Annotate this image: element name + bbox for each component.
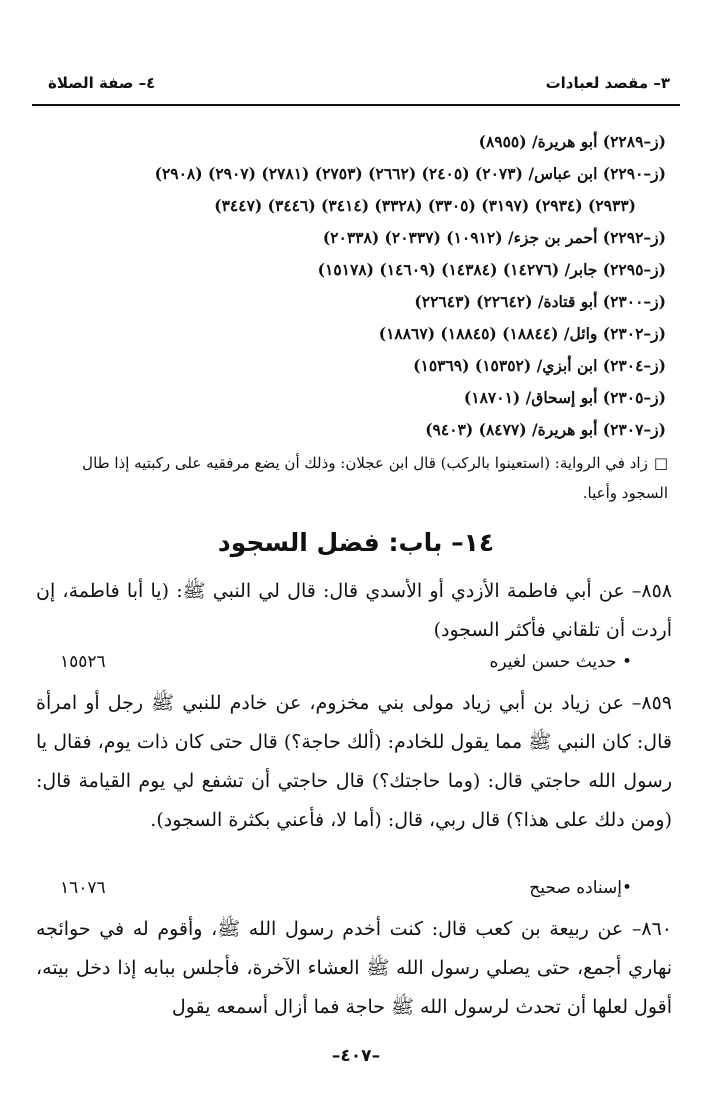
hadith-860: ٨٦٠– عن ربيعة بن كعب قال: كنت أخدم رسول الله ﷺ، وأقوم له في حوائجه نهاري أجمع، حتى يصلي رسول الله ﷺ العشاء الآخرة، فأجلس ببابه إذا دخل بيته، أقول لعلها أن تحدث لرسول الله ﷺ حاجة فما أزال أسمعه يقول bbox=[36, 918, 672, 1018]
hadith-859-grade-row bbox=[40, 878, 672, 908]
reference-line: (ز–٢٣٠٠) أبو قتادة/ (٢٢٦٤٢) (٢٢٦٤٣) bbox=[414, 292, 666, 311]
hadith-number: ١٥٥٢٦ bbox=[60, 652, 106, 672]
reference-line: (ز–٢٣٠٢) وائل/ (١٨٨٤٤) (١٨٨٤٥) (١٨٨٦٧) bbox=[378, 324, 666, 343]
hadith-858-grade-row bbox=[40, 652, 672, 682]
reference-line: (ز–٢٣٠٤) ابن أبزي/ (١٥٣٥٢) (١٥٣٦٩) bbox=[413, 356, 666, 375]
reference-line: (ز–٢٢٩٢) أحمر بن جزء/ (١٠٩١٢) (٢٠٣٣٧) (٢٠٣٣٨) bbox=[322, 228, 666, 247]
reference-line-continued: (٢٩٣٣) (٢٩٣٤) (٣١٩٧) (٣٣٠٥) (٣٣٢٨) (٣٤١٤) (٣٤٤٦) (٣٤٤٧) bbox=[214, 196, 636, 215]
page-number: –٤٠٧– bbox=[331, 1046, 381, 1066]
hadith-858: ٨٥٨– عن أبي فاطمة الأزدي أو الأسدي قال: قال لي النبي ﷺ: (يا أبا فاطمة، إن أردت أن تلقاني فأكثر السجود) bbox=[36, 580, 672, 641]
reference-list bbox=[48, 126, 666, 446]
reference-line: (ز–٢٢٨٩) أبو هريرة/ (٨٩٥٥) bbox=[478, 132, 666, 151]
reference-line: (ز–٢٣٠٧) أبو هريرة/ (٨٤٧٧) (٩٤٠٣) bbox=[425, 420, 666, 439]
note-marker: □ bbox=[653, 454, 668, 472]
running-header bbox=[38, 74, 674, 98]
reference-line: (ز–٢٢٩٥) جابر/ (١٤٢٧٦) (١٤٣٨٤) (١٤٦٠٩) (١٥١٧٨) bbox=[317, 260, 666, 279]
header-section-title: ٣– مقصد لعبادات bbox=[545, 74, 670, 92]
header-chapter-title: ٤– صفة الصلاة bbox=[48, 74, 156, 92]
reference-line: (ز–٢٣٠٥) أبو إسحاق/ (١٨٧٠١) bbox=[463, 388, 666, 407]
hadith-859: ٨٥٩– عن زياد بن أبي زياد مولى بني مخزوم، عن خادم للنبي ﷺ رجل أو امرأة قال: كان النبي ﷺ مما يقول للخادم: (ألك حاجة؟) قال حتى كان ذات يوم، فقال يا رسول الله حاجتي قال: (وما حاجتك؟) قال حاجتي أن تشفع لي يوم القيامة قال: (ومن دلك على هذا؟) قال ربي، قال: (أما لا، فأعني بكثرة السجود). bbox=[36, 692, 672, 831]
chapter-heading: ١٤– باب: فضل السجود bbox=[217, 528, 495, 557]
hadith-grade: • حديث حسن لغيره bbox=[489, 652, 632, 672]
header-divider bbox=[32, 104, 680, 106]
hadith-grade: •إسناده صحيح bbox=[529, 878, 632, 898]
note-text: زاد في الرواية: (استعينوا بالركب) قال ابن عجلان: وذلك أن يضع مرفقيه على ركبتيه إذا طال السجود وأعيا. bbox=[82, 454, 668, 502]
narration-note bbox=[40, 448, 668, 508]
hadith-number: ١٦٠٧٦ bbox=[60, 878, 106, 898]
reference-line: (ز–٢٢٩٠) ابن عباس/ (٢٠٧٣) (٢٤٠٥) (٢٦٦٢) (٢٧٥٣) (٢٧٨١) (٢٩٠٧) (٢٩٠٨) bbox=[154, 164, 666, 183]
